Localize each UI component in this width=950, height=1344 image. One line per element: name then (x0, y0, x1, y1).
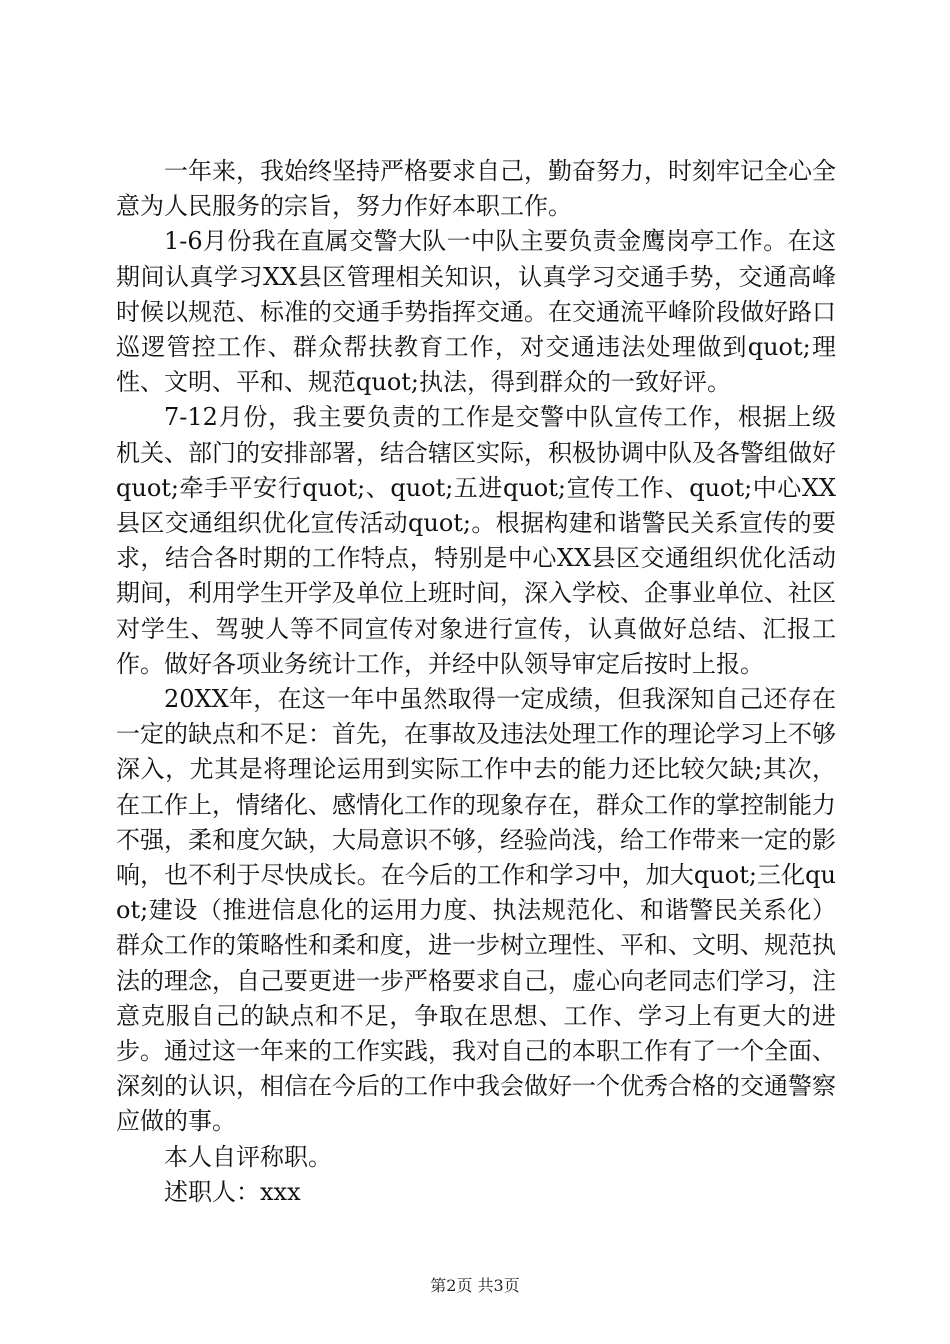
document-body (116, 154, 836, 1210)
paragraph-signature: 述职人：xxx (164, 1177, 301, 1206)
paragraph-shortcomings: 20XX年，在这一年中虽然取得一定成绩，但我深知自己还存在一定的缺点和不足：首先，在事故及违法处理工作的理论学习上不够深入，尤其是将理论运用到实际工作中去的能力还比较欠缺;其次，在工作上，情绪化、感情化工作的现象存在，群众工作的掌控制能力不强，柔和度欠缺，大局意识不够，经验尚浅，给工作带来一定的影响，也不利于尽快成长。在今后的工作和学习中，加大quot;三化quot;建设（推进信息化的运用力度、执法规范化、和谐警民关系化）群众工作的策略性和柔和度，进一步树立理性、平和、文明、规范执法的理念，自己要更进一步严格要求自己，虚心向老同志们学习，注意克服自己的缺点和不足，争取在思想、工作、学习上有更大的进步。通过这一年来的工作实践，我对自己的本职工作有了一个全面、深刻的认识，相信在今后的工作中我会做好一个优秀合格的交通警察应做的事。 (116, 685, 836, 1136)
paragraph-self-evaluation: 本人自评称职。 (164, 1142, 332, 1171)
paragraph-jul-dec: 7-12月份，我主要负责的工作是交警中队宣传工作，根据上级机关、部门的安排部署，结合辖区实际，积极协调中队及各警组做好quot;牵手平安行quot;、quot;五进quot;宣传工作、quot;中心XX县区交通组织优化宣传活动quot;。根据构建和谐警民关系宣传的要求，结合各时期的工作特点，特别是中心XX县区交通组织优化活动期间，利用学生开学及单位上班时间，深入学校、企事业单位、社区对学生、驾驶人等不同宣传对象进行宣传，认真做好总结、汇报工作。做好各项业务统计工作，并经中队领导审定后按时上报。 (116, 403, 836, 678)
page-footer: 第2页 共3页 (430, 1276, 520, 1295)
paragraph-jan-jun: 1-6月份我在直属交警大队一中队主要负责金鹰岗亭工作。在这期间认真学习XX县区管理相关知识，认真学习交通手势，交通高峰时候以规范、标准的交通手势指挥交通。在交通流平峰阶段做好路口巡逻管控工作、群众帮扶教育工作，对交通违法处理做到quot;理性、文明、平和、规范quot;执法，得到群众的一致好评。 (116, 227, 836, 397)
paragraph-intro: 一年来，我始终坚持严格要求自己，勤奋努力，时刻牢记全心全意为人民服务的宗旨，努力作好本职工作。 (116, 157, 836, 221)
